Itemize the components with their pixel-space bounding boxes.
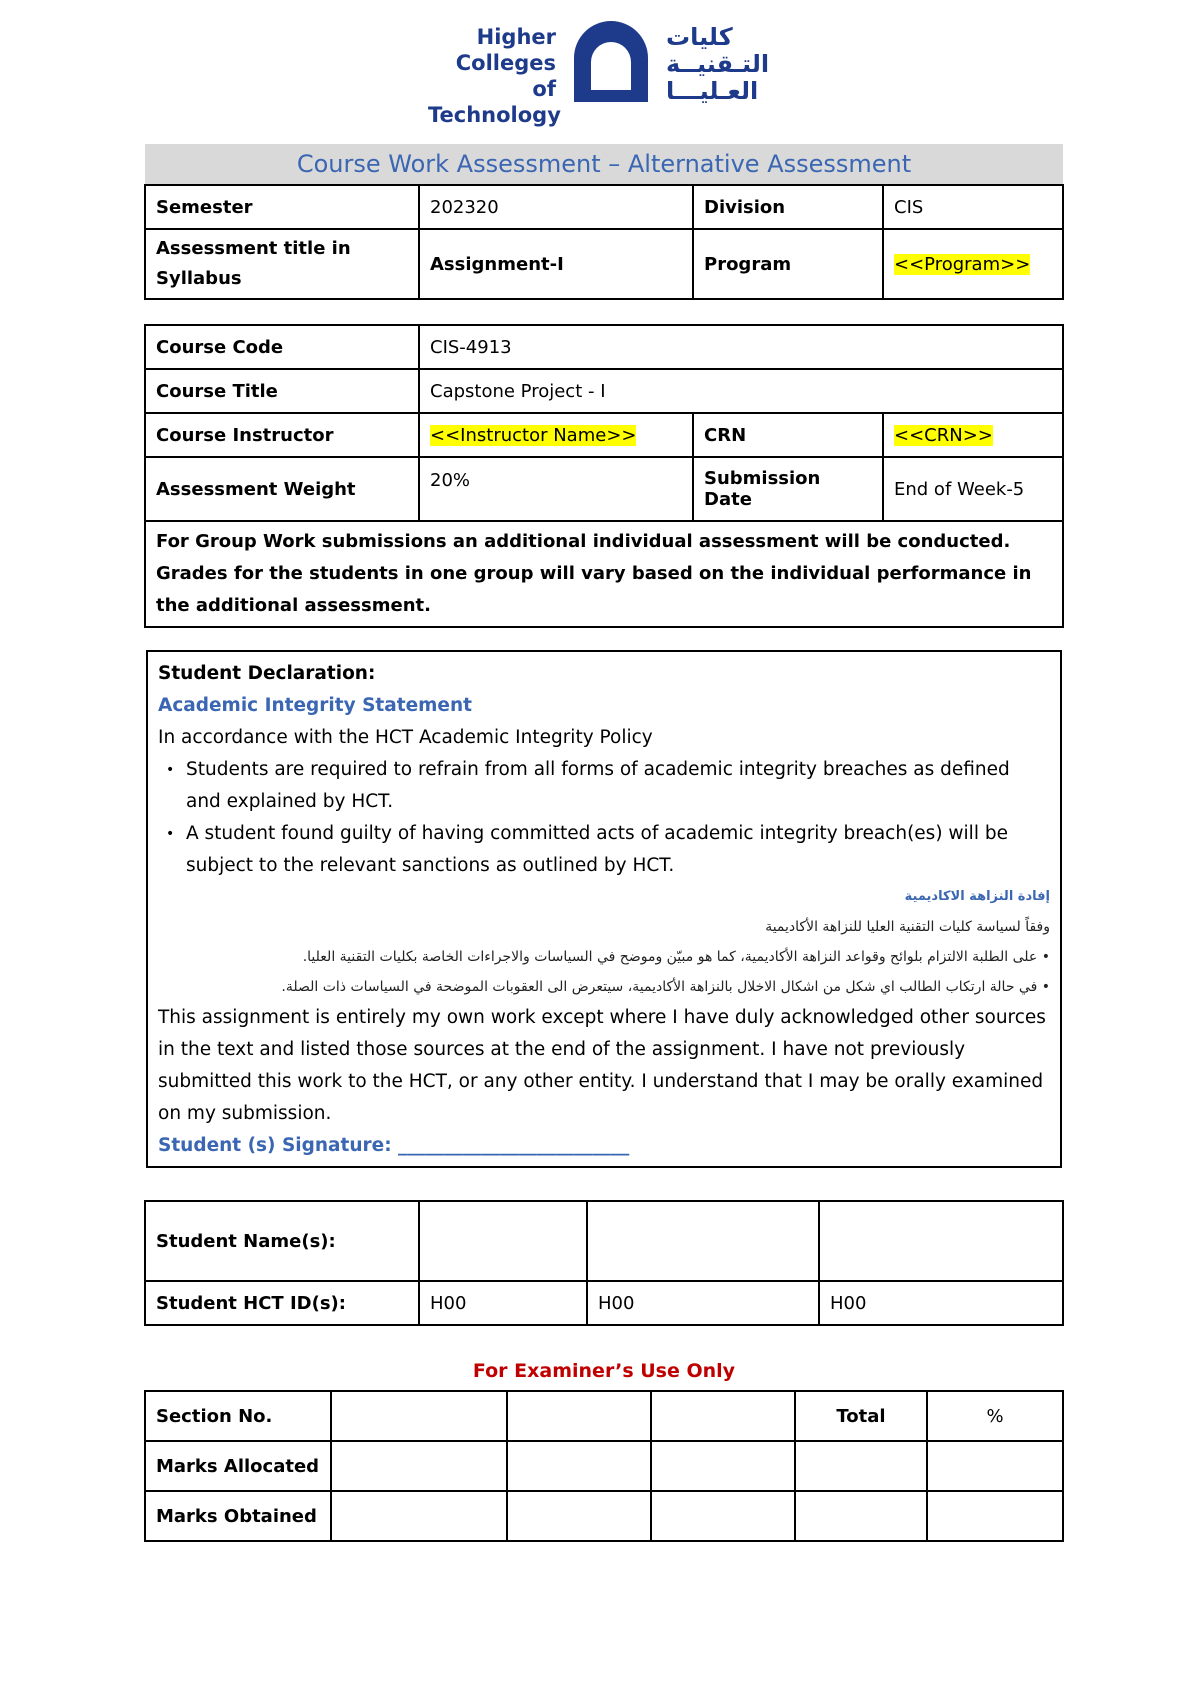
student-name-cell[interactable]: [819, 1201, 1063, 1281]
hct-arch-icon: [568, 18, 654, 104]
marks-allocated-cell[interactable]: [651, 1441, 795, 1491]
program-value: [883, 229, 1063, 299]
integrity-bullet: • A student found guilty of having committed acts of academic integrity breach(es) will be subject to the relevant sanctions as outlined by HCT.: [176, 818, 1050, 882]
integrity-intro: In accordance with the HCT Academic Integrity Policy: [158, 727, 653, 748]
marks-obtained-label: Marks Obtained: [145, 1491, 331, 1541]
assessment-title-label: Assessment title in Syllabus: [145, 229, 419, 299]
section-no-label: Section No.: [145, 1391, 331, 1441]
submission-date-label: Submission Date: [693, 457, 883, 521]
arabic-integrity-bullet: • في حالة ارتكاب الطالب اي شكل من اشكال الاخلال بالنزاهة الأكاديمية، سيتعرض الى العقوبات الموضحة في السياسات ذات الصلة.: [281, 979, 1050, 995]
integrity-bullet: • Students are required to refrain from all forms of academic integrity breaches as defined and explained by HCT.: [176, 754, 1050, 818]
group-work-note: For Group Work submissions an additional individual assessment will be conducted. Grades for the students in one group will vary based on the individual performance in the additional assessment.: [145, 521, 1063, 627]
marks-allocated-label: Marks Allocated: [145, 1441, 331, 1491]
marks-obtained-total[interactable]: [795, 1491, 927, 1541]
arabic-integrity-title: إفادة النزاهة الاكاديمية: [904, 889, 1050, 904]
logo-english-text: Higher Colleges of Technology: [428, 25, 561, 127]
marks-obtained-percent[interactable]: [927, 1491, 1063, 1541]
student-names-label: Student Name(s):: [145, 1201, 419, 1281]
signature-label: Student (s) Signature:: [158, 1135, 392, 1156]
marks-allocated-cell[interactable]: [331, 1441, 507, 1491]
semester-value: 202320: [419, 185, 693, 229]
examiner-marks-table: [144, 1390, 1064, 1542]
marks-allocated-cell[interactable]: [507, 1441, 651, 1491]
student-id-cell[interactable]: H00: [587, 1281, 819, 1325]
semester-label: Semester: [145, 185, 419, 229]
arabic-integrity-intro: وفقاً لسياسة كليات التقنية العليا للنزاهة الأكاديمية: [765, 919, 1050, 935]
section-cell[interactable]: [331, 1391, 507, 1441]
course-info-table: [144, 324, 1064, 628]
assessment-weight-value: 20%: [419, 457, 693, 521]
course-code-label: Course Code: [145, 325, 419, 369]
integrity-title: Academic Integrity Statement: [158, 695, 472, 716]
examiner-heading: For Examiner’s Use Only: [472, 1360, 736, 1382]
course-instructor-value: [419, 413, 693, 457]
crn-value: [883, 413, 1063, 457]
instructor-placeholder: <<Instructor Name>>: [430, 424, 637, 446]
page-title: Course Work Assessment – Alternative Assessment: [145, 144, 1063, 185]
program-label: Program: [693, 229, 883, 299]
submission-date-value: End of Week-5: [883, 457, 1063, 521]
course-title-value: Capstone Project - I: [419, 369, 1063, 413]
signature-blank[interactable]: _________________________: [398, 1135, 630, 1156]
section-cell[interactable]: [651, 1391, 795, 1441]
assessment-header-table: [144, 144, 1064, 300]
hct-logo: [0, 18, 1200, 127]
division-label: Division: [693, 185, 883, 229]
student-declaration-box: [146, 650, 1062, 1168]
section-cell[interactable]: [507, 1391, 651, 1441]
total-label: Total: [795, 1391, 927, 1441]
percent-label: %: [927, 1391, 1063, 1441]
marks-obtained-cell[interactable]: [651, 1491, 795, 1541]
student-ids-label: Student HCT ID(s):: [145, 1281, 419, 1325]
marks-obtained-cell[interactable]: [507, 1491, 651, 1541]
course-code-value: CIS-4913: [419, 325, 1063, 369]
declaration-heading: Student Declaration:: [158, 663, 376, 684]
assessment-weight-label: Assessment Weight: [145, 457, 419, 521]
student-id-cell[interactable]: H00: [819, 1281, 1063, 1325]
student-name-cell[interactable]: [587, 1201, 819, 1281]
student-id-cell[interactable]: H00: [419, 1281, 587, 1325]
program-placeholder: <<Program>>: [894, 253, 1031, 275]
assessment-title-value: Assignment-I: [419, 229, 693, 299]
crn-label: CRN: [693, 413, 883, 457]
logo-arabic-text: كليات التـقنيــة العـليـــا: [666, 23, 770, 105]
originality-statement: This assignment is entirely my own work except where I have duly acknowledged other sources in the text and listed those sources at the end of the assignment. I have not previously submitted this work to the HCT, or any other entity. I understand that I may be orally examined on my submission.: [158, 1007, 1046, 1124]
course-instructor-label: Course Instructor: [145, 413, 419, 457]
division-value: CIS: [883, 185, 1063, 229]
signature-line: [158, 1130, 1050, 1162]
marks-allocated-total[interactable]: [795, 1441, 927, 1491]
student-name-cell[interactable]: [419, 1201, 587, 1281]
marks-obtained-cell[interactable]: [331, 1491, 507, 1541]
marks-allocated-percent[interactable]: [927, 1441, 1063, 1491]
course-title-label: Course Title: [145, 369, 419, 413]
crn-placeholder: <<CRN>>: [894, 424, 993, 446]
student-info-table: [144, 1200, 1064, 1326]
arabic-integrity-section: [158, 882, 1050, 1002]
integrity-bullets: [158, 754, 1050, 882]
arabic-integrity-bullet: • على الطلبة الالتزام بلوائح وقواعد النزاهة الأكاديمية، كما هو مبيّن وموضح في السياسات والاجراءات الخاصة بكليات التقنية العليا.: [302, 949, 1050, 965]
